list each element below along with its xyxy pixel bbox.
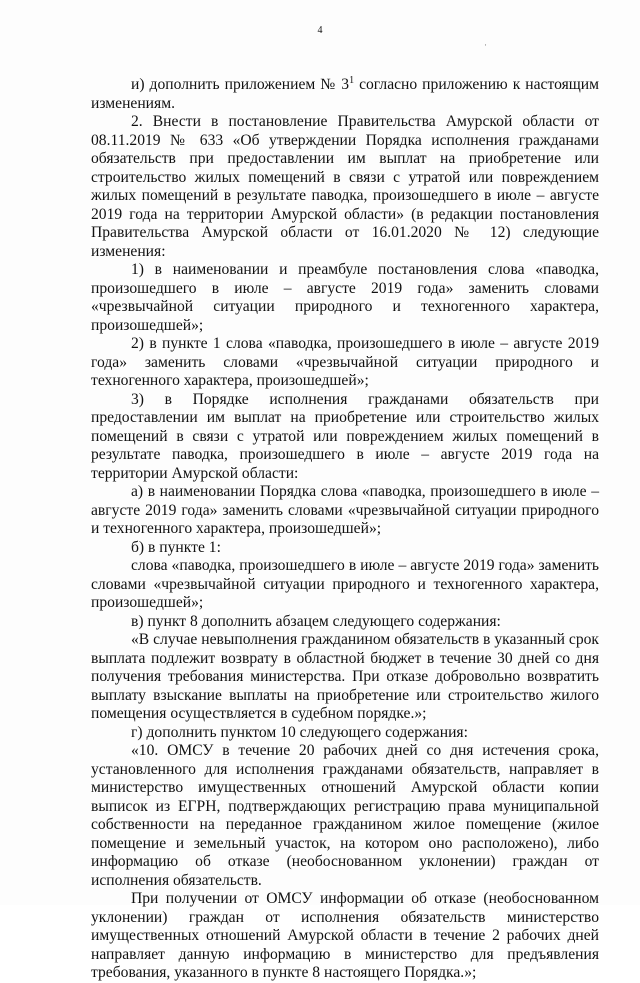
paragraph-quote-point-10: «10. ОМСУ в течение 20 рабочих дней со дня истечения срока, установленного для исполнения гражданами обязательств, направляет в министерство имущественных отношений Амурской области копии выписок из ЕГРН, подтверждающих регистрацию права муниципальной собственности на переданное гражданином жилое помещение (жилое помещение и земельный участок, на котором оно расположено), либо информацию об отказе (необоснованном уклонении) граждан от исполнения обязательств.: [91, 742, 599, 889]
paragraph-subpoint-2: 2) в пункте 1 слова «паводка, произошедшего в июле – августе 2019 года» заменить словами «чрезвычайной ситуации природного и техногенного характера, произошедшей»;: [91, 335, 599, 389]
paragraph-letter-b: б) в пункте 1:: [131, 538, 221, 556]
paragraph-point-2: 2. Внести в постановление Правительства Амурской области от 08.11.2019 № 633 «Об утверждении Порядка исполнения гражданами обязательств при предоставлении им выплат на приобретение или строительство жилых помещений в связи с утратой или повреждением жилых помещений в результате паводка, произошедшего в июле – августе 2019 года на территории Амурской области» (в редакции постановления Правительства Амурской области от 16.01.2020 № 12) следующие изменения:: [91, 113, 599, 260]
paragraph-letter-v: в) пункт 8 дополнить абзацем следующего содержания:: [131, 612, 501, 630]
page-number: 4: [317, 25, 323, 36]
paragraph-subpoint-3: 3) в Порядке исполнения гражданами обязательств при предоставлении им выплат на приобретение или строительство жилых помещений в связи с утратой или повреждением жилых помещений в результате паводка, произошедшего в июле – августе 2019 года на территории Амурской области:: [91, 390, 599, 482]
paragraph-item-i: [91, 76, 599, 113]
paragraph-subpoint-1: 1) в наименовании и преамбуле постановления слова «паводка, произошедшего в июле – августе 2019 года» заменить словами «чрезвычайной ситуации природного и техногенного характера, произошедшей»;: [91, 261, 599, 334]
scan-speck: ·: [484, 40, 487, 50]
paragraph-letter-g: г) дополнить пунктом 10 следующего содержания:: [131, 723, 468, 741]
paragraph-item-i-text: и) дополнить приложением № 3: [131, 76, 350, 93]
paragraph-quote-refund: «В случае невыполнения гражданином обязательств в указанный срок выплата подлежит возврату в областной бюджет в течение 30 дней со дня получения требования министерства. При отказе добровольно возвратить выплату взыскание выплаты на приобретение или строительство жилого помещения осуществляется в судебном порядке.»;: [91, 631, 599, 722]
paragraph-quote-ministry: При получении от ОМСУ информации об отказе (необоснованном уклонении) граждан от исполнения обязательств министерство имущественных отношений Амурской области в течение 2 рабочих дней направляет данную информацию в министерство для предъявления требования, указанного в пункте 8 настоящего Порядка.»;: [91, 890, 599, 981]
paragraph-letter-b-words: слова «паводка, произошедшего в июле – августе 2019 года» заменить словами «чрезвычайной ситуации природного и техногенного характера, произошедшей»;: [91, 557, 599, 611]
paragraph-letter-a: а) в наименовании Порядка слова «паводка, произошедшего в июле – августе 2019 года» заменить словами «чрезвычайной ситуации природного и техногенного характера, произошедшей»;: [91, 483, 599, 537]
appendix-superscript: 1: [349, 74, 355, 86]
paragraph-item-i-text-end: согласно приложению к настоящим изменениям.: [91, 76, 599, 112]
document-body: [91, 76, 599, 983]
